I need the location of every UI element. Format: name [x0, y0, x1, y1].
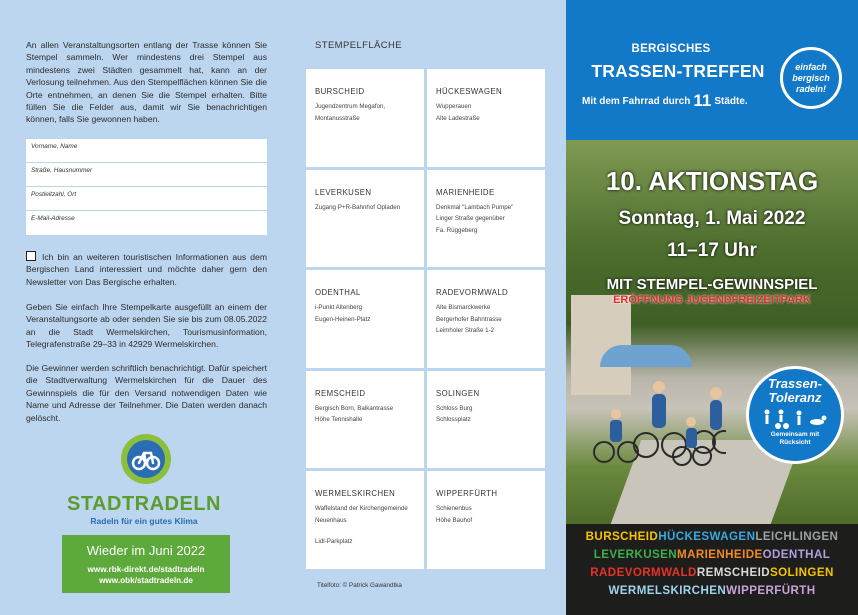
town-name: RADEVORMWALD: [590, 566, 697, 579]
cover-panel: [566, 0, 858, 615]
stamp-cell: [306, 371, 424, 469]
town-row: [566, 528, 858, 546]
town-name: MARIENHEIDE: [677, 548, 763, 561]
town-name: LEVERKUSEN: [593, 548, 678, 561]
stadtradeln-title: STADTRADELN: [66, 493, 221, 515]
stamp-location-line: Neuenhaus: [315, 516, 347, 524]
stadtradeln-info-box: [62, 535, 230, 593]
stamp-location-line: Denkmal "Lambach Pumpe": [436, 203, 514, 211]
stamp-cell: [306, 69, 424, 167]
town-name: WIPPERFÜRTH: [726, 584, 816, 597]
cyclists-illustration: [586, 360, 726, 470]
postal-city-field[interactable]: Postleitzahl, Ort: [26, 187, 267, 211]
stamp-location-line: Linger Straße gegenüber: [436, 215, 505, 223]
stamp-location-line: Fa. Rüggeberg: [436, 226, 478, 234]
stamp-grid: [303, 66, 548, 572]
header-trassen-treffen: TRASSEN-TREFFEN: [591, 61, 765, 81]
town-name: ODENTHAL: [762, 548, 831, 561]
stamp-city: LEVERKUSEN: [315, 187, 372, 197]
toleranz-title-line-1: Trassen-: [768, 376, 822, 391]
privacy-text: Die Gewinner werden schriftlich benachrichtigt. Dafür speichert die Stadtverwaltung Wermelskirchen für die Dauer des Gewinnspiels die für den Versand notwendigen Daten wie Name und Adresse der Teilnehmer. Die Daten werden danach gelöscht.: [26, 363, 267, 423]
newsletter-option: [26, 251, 267, 288]
url-obk[interactable]: www.obk/stadtradeln.de: [99, 576, 193, 585]
stamp-location-line: Bergisch Born, Balkantrasse: [315, 404, 394, 412]
stamp-area-heading: STEMPELFLÄCHE: [315, 40, 403, 51]
toleranz-sub-line-2: Rücksicht: [779, 439, 811, 446]
stamp-location-line: Wupperauen: [436, 103, 472, 110]
event-date: Sonntag, 1. Mai 2022: [618, 208, 806, 229]
trail-users-icon: [749, 408, 841, 430]
stamp-location-line: Leimholer Straße 1-2: [436, 327, 495, 335]
submission-text: Geben Sie einfach Ihre Stempelkarte ausgefüllt an einem der Veranstaltungsorte ab oder senden Sie sie bis zum 08.05.2022 an die Stadt Wermelskirchen, Tourismusinformation, Telegrafenstraße 29–33 in 42929 Wermelskirchen.: [26, 302, 267, 350]
stamp-city: ODENTHAL: [315, 288, 361, 298]
bicycle-icon: [127, 440, 165, 478]
stamp-location-line: Alte Ladestraße: [436, 114, 480, 122]
stamp-location-line: Schienenbus: [436, 505, 472, 513]
town-row: [566, 546, 858, 564]
cover-header: [566, 0, 858, 140]
badge-line-3: radeln!: [795, 84, 826, 94]
stamp-cell: [306, 471, 424, 569]
header-bergisches: BERGISCHES: [631, 43, 711, 55]
park-opening-label: ERÖFFNUNG JUGENDFREIZEITPARK: [613, 294, 811, 306]
stamp-city: MARIENHEIDE: [436, 187, 495, 197]
url-rbk[interactable]: www.rbk-direkt.de/stadtradeln: [87, 565, 205, 574]
badge-line-1: einfach: [795, 62, 827, 72]
einfach-bergisch-radeln-badge: [780, 47, 842, 109]
toleranz-title-line-2: Toleranz: [768, 390, 822, 405]
stadtradeln-logo-icon: [121, 434, 171, 484]
stamp-cell: [427, 170, 545, 268]
aktionstag-title: 10. AKTIONSTAG: [605, 166, 819, 196]
badge-line-2: bergisch: [792, 73, 830, 83]
name-field[interactable]: Vorname, Name: [26, 139, 267, 163]
stamp-location-line: i-Punkt Altenberg: [315, 304, 363, 312]
stamp-location-line: Zugang P+R-Bahnhof Opladen: [315, 203, 401, 211]
stamp-location-line: Höhe Tennishalle: [315, 416, 363, 424]
trassen-toleranz-badge: [746, 366, 844, 464]
street-field[interactable]: Straße, Hausnummer: [26, 163, 267, 187]
stamp-cell: [306, 170, 424, 268]
photo-credit: Titelfoto: © Patrick Gawandtka: [317, 582, 402, 589]
contact-form: [26, 139, 267, 235]
town-name: SOLINGEN: [769, 566, 834, 579]
toleranz-sub-line-1: Gemeinsam mit: [770, 431, 820, 438]
stamp-location-line: Höhe Bauhof: [436, 516, 473, 524]
stamp-location-line: Schlossplatz: [436, 416, 471, 424]
town-name: REMSCHEID: [696, 566, 770, 579]
stamp-location-line: Bergerhofer Bahntrasse: [436, 315, 502, 323]
stamp-location-line: Schloss Burg: [436, 404, 473, 412]
stamp-cell: [427, 471, 545, 569]
stamp-city: BURSCHEID: [315, 87, 365, 96]
subtitle-pre: Mit dem Fahrrad durch: [582, 96, 691, 107]
stamp-city: WERMELSKIRCHEN: [315, 489, 396, 499]
stamp-location-line: Alte Bismarckwerke: [436, 304, 491, 312]
town-row: [566, 582, 858, 600]
stadtradeln-date: Wieder im Juni 2022: [86, 543, 206, 558]
middle-panel: [288, 0, 566, 615]
toleranz-title: [749, 377, 841, 405]
town-name: LEICHLINGEN: [755, 530, 839, 543]
stamp-lottery-label: MIT STEMPEL-GEWINNSPIEL: [606, 276, 818, 293]
stadtradeln-tagline: Radeln für ein gutes Klima: [90, 516, 198, 526]
town-name: BURSCHEID: [585, 530, 659, 543]
cover-photo: [566, 140, 858, 524]
newsletter-checkbox[interactable]: [26, 251, 36, 261]
stamp-location-line: Jugendzentrum Megafon,: [315, 103, 386, 110]
stamp-city: WIPPERFÜRTH: [436, 489, 498, 499]
stamp-cell: [306, 270, 424, 368]
newsletter-label: Ich bin an weiteren touristischen Informationen aus dem Bergischen Land interessiert und möchte daher gern den Newsletter von Das Bergische erhalten.: [26, 252, 267, 287]
stamp-cell: [427, 371, 545, 469]
stamp-city: RADEVORMWALD: [436, 288, 509, 298]
subtitle-number: 11: [693, 91, 712, 110]
stamp-city: SOLINGEN: [436, 388, 480, 398]
left-panel: [0, 0, 288, 615]
email-field[interactable]: E-Mail-Adresse: [31, 215, 75, 222]
event-time: 11–17 Uhr: [667, 240, 757, 261]
stamp-location-extra: Lidl-Parkplatz: [315, 538, 353, 546]
stamp-cell: [427, 69, 545, 167]
stamp-city: REMSCHEID: [315, 388, 366, 398]
town-name: HÜCKESWAGEN: [658, 530, 756, 543]
town-list: [566, 528, 858, 600]
stamp-location-line: Eugen-Heinen-Platz: [315, 315, 371, 323]
intro-text: An allen Veranstaltungsorten entlang der Trasse können Sie Stempel sammeln. Wer mindestens drei Stempel aus mindestens zwei Städten gesammelt hat, kann an der Verlosung teilnehmen. Aus den Stempelflächen können Sie die Orte entnehmen, an denen Sie die Stempel erhalten. Bitte füllen Sie die Felder aus, damit wir Sie benachrichtigen können, falls Sie gewonnen haben.: [26, 40, 267, 125]
town-row: [566, 564, 858, 582]
subtitle-post: Städte.: [714, 96, 748, 107]
stamp-city: HÜCKESWAGEN: [436, 87, 503, 96]
toleranz-subtitle: [749, 431, 841, 447]
stamp-location-line: Waffelstand der Kirchengemeinde: [315, 505, 408, 513]
stamp-location-line: Montanusstraße: [315, 114, 360, 122]
stamp-cell: [427, 270, 545, 368]
header-subtitle: [582, 91, 782, 111]
town-name: WERMELSKIRCHEN: [608, 584, 727, 597]
